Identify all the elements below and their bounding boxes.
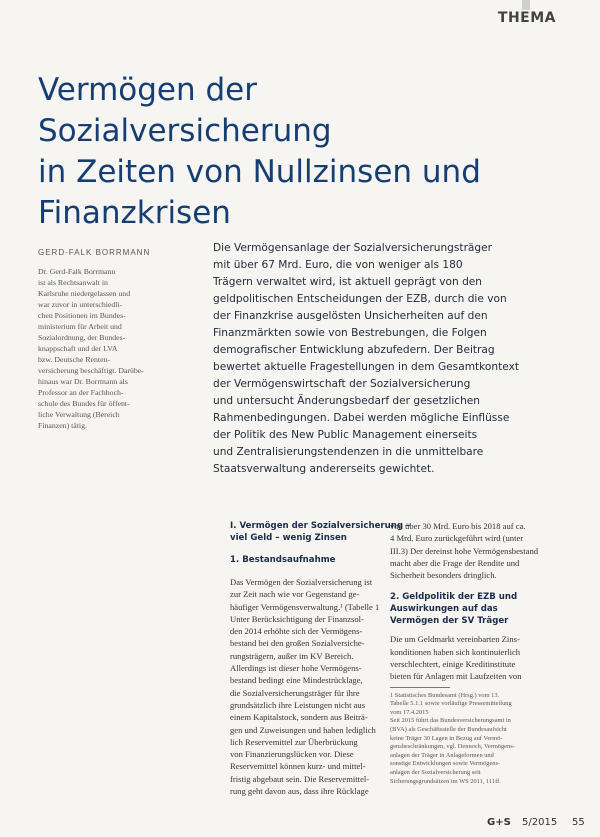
author-bio-line: Karlsruhe niedergelassen und <box>38 289 131 298</box>
author-bio-line: hinaus war Dr. Borrmann als <box>38 377 128 386</box>
subsection-heading: 2. Geldpolitik der EZB und <box>390 592 518 603</box>
author-bio-line: Dr. Gerd-Falk Borrmann <box>38 267 116 276</box>
author-bio-line: war zuvor in unterschiedli- <box>38 300 123 309</box>
body-line: rungsträgern, außer im KV Bereich. <box>230 650 354 661</box>
body-line: fristig abgebaut sein. Die Reservemittel- <box>230 773 370 784</box>
footnote-line: gensbeschränkungen, vgl. Dennoch, Vermögens- <box>390 743 515 751</box>
page-number: 55 <box>572 817 585 828</box>
section-tag-bar <box>522 0 530 10</box>
body-line: verschlechtert, einige Kreditinstitute <box>390 659 516 670</box>
abstract-line: der Politik des New Public Management einerseits <box>213 429 478 441</box>
title-line: Vermögen der Sozialversicherung <box>38 72 332 149</box>
footnote-line: Seit 2015 führt das Bundesversicherungsamt in <box>390 717 511 725</box>
body-line: macht aber die Frage der Rendite und <box>390 557 520 568</box>
section-tag: THEMA <box>497 10 556 26</box>
author-bio-line: ist als Rechtsanwalt in <box>38 278 108 287</box>
abstract-line: Rahmenbedingungen. Dabei werden mögliche Einflüsse <box>213 412 510 424</box>
body-line: Das Vermögen der Sozialversicherung ist <box>230 577 373 587</box>
footnote-line: anlagen der Träger in Anlageformen und <box>390 751 494 759</box>
body-line: grundsätzlich ihre Leistungen nicht aus <box>230 699 366 710</box>
author-bio-line: liche Verwaltung (Bereich <box>38 410 120 419</box>
subsection-heading: Vermögen der SV Träger <box>390 616 509 627</box>
body-line: gen und Zuweisungen und haben lediglich <box>230 724 376 735</box>
author-bio-line: knappschaft und der LVA <box>38 344 118 353</box>
body-line: einem Kapitalstock, sondern aus Beiträ- <box>230 712 368 723</box>
abstract-line: und untersucht Änderungsbedarf der gesetzlichen <box>213 395 481 407</box>
body-line: Allerdings ist dieser hohe Vermögens- <box>230 663 362 674</box>
body-line: Sicherheit besonders dringlich. <box>390 570 497 581</box>
footnote-line: (BVA) als Geschäftsstelle der Bundesaufsicht <box>390 726 507 734</box>
author-bio-line: Professor an der Fachhoch- <box>38 388 124 397</box>
body-line: Unter Berücksichtigung der Finanzsol- <box>230 613 364 624</box>
footnote-line: keine Träger 30 Lagen in Bezug auf Vermö- <box>390 734 503 742</box>
author-bio-line: Finanzen) tätig. <box>38 421 87 430</box>
body-line: die Sozialversicherungsträger für ihre <box>230 687 360 698</box>
author-bio-line: chen Positionen im Bundes- <box>38 311 126 320</box>
body-line: zur Zeit nach wie vor Gegenstand ge- <box>230 589 360 600</box>
footnote-line: Sicherungsgrundsätzen im WS 2011, 111ff. <box>390 777 501 785</box>
abstract <box>213 240 573 478</box>
abstract-line: Trägern verwaltet wird, ist aktuell geprägt von den <box>213 276 483 288</box>
abstract-line: geldpolitischen Entscheidungen der EZB, durch die von <box>213 293 507 305</box>
title-line: in Zeiten von Nullzinsen und <box>38 154 481 190</box>
abstract-line: bewertet aktuelle Fragestellungen in dem Gesamtkontext <box>213 361 520 373</box>
body-line: den 2014 erhöhte sich der Vermögens- <box>230 626 363 637</box>
body-line: bestand bedingt eine Mindestrücklage, <box>230 675 363 686</box>
abstract-line: Staatsverwaltung andererseits gewichtet. <box>213 463 435 475</box>
footnote-line: sonstige Entwicklungen sowie Vermögens- <box>390 760 501 768</box>
body-line: Die um Geldmarkt vereinbarten Zins- <box>390 634 520 645</box>
issue-number: 5/2015 <box>522 817 558 828</box>
body-line: von über 30 Mrd. Euro bis 2018 auf ca. <box>390 521 526 531</box>
body-line: Reservemittel können kurz- und mittel- <box>230 761 366 772</box>
abstract-line: mit über 67 Mrd. Euro, die von weniger als 180 <box>213 259 463 271</box>
author-name: GERD-FALK BORRMANN <box>38 248 151 257</box>
abstract-line: Die Vermögensanlage der Sozialversicherungsträger <box>213 242 493 254</box>
title-line: Finanzkrisen <box>38 195 231 231</box>
subsection-heading: Auswirkungen auf das <box>390 604 498 615</box>
footnote-rule <box>390 687 450 688</box>
body-line: III.3) Der dereinst hohe Vermögensbestand <box>390 545 539 556</box>
journal-name: G+S <box>487 817 511 828</box>
body-line: häufiger Vermögensverwaltung.¹ (Tabelle 1 <box>230 601 380 612</box>
section-heading: viel Geld – wenig Zinsen <box>230 533 347 543</box>
body-line: rung geht davon aus, dass ihre Rücklage <box>230 786 369 797</box>
author-bio-line: schule des Bundes für öffent- <box>38 399 130 408</box>
subsection-heading: 1. Bestandsaufnahme <box>230 555 336 565</box>
article-title <box>38 70 558 234</box>
body-line: 4 Mrd. Euro zurückgeführt wird (unter <box>390 533 524 544</box>
author-bio-line: bzw. Deutsche Renten- <box>38 355 111 364</box>
footnote-line: anlagen der Sozialversicherung seit <box>390 769 481 777</box>
abstract-line: und Zentralisierungstendenzen in die unmittelbare <box>213 446 484 458</box>
footnote-line: 1 Statistisches Bundesamt (Hrsg.) vom 13. <box>390 691 500 699</box>
body-line: bestand bei den großen Sozialversiche- <box>230 638 365 649</box>
author-bio-line: ministerium für Arbeit und <box>38 322 122 331</box>
body-line: konditionen haben sich kontinuierlich <box>390 646 521 657</box>
abstract-line: der Finanzkrise ausgelösten Unsicherheiten auf den <box>213 310 488 322</box>
footnote-line: Tabelle 5.1.1 sowie vorläufige Pressemitteilung <box>390 700 512 708</box>
author-bio <box>38 266 170 431</box>
abstract-line: demografischer Entwicklung abzufedern. Der Beitrag <box>213 344 495 356</box>
body-line: lich Reservemittel zur Überbrückung <box>230 736 358 747</box>
body-column-right <box>390 520 545 786</box>
abstract-line: Finanzmärkten sowie von Bestrebungen, die Folgen <box>213 327 487 339</box>
section-heading: I. Vermögen der Sozialversicherung – <box>230 521 411 531</box>
body-line: bieten für Anlagen mit Laufzeiten von <box>390 671 522 682</box>
body-line: von Finanzierungslücken vor. Diese <box>230 749 354 760</box>
footnote-line: vom 17.4.2015 <box>390 708 429 716</box>
author-bio-line: Sozialordnung, der Bundes- <box>38 333 126 342</box>
author-bio-line: versicherung beschäftigt. Darübe- <box>38 366 144 375</box>
abstract-line: der Vermögenswirtschaft der Sozialversicherung <box>213 378 471 390</box>
